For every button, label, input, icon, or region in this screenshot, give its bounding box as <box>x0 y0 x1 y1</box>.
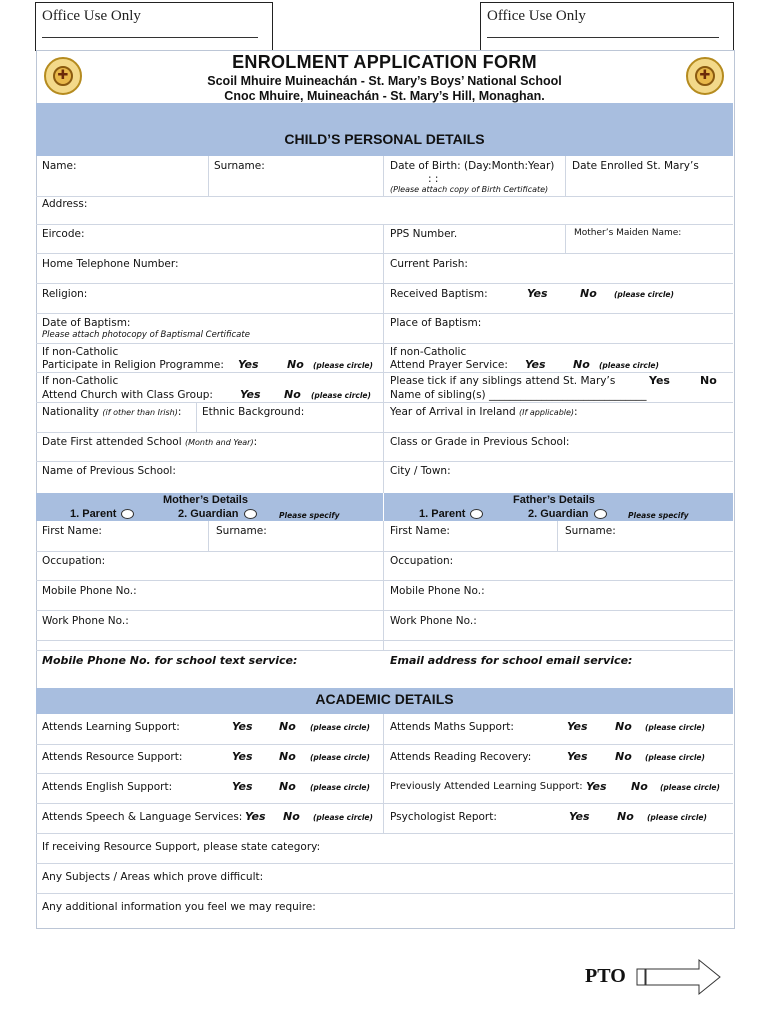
siblings-no-option[interactable]: No <box>700 374 717 387</box>
sibling-names-field[interactable]: Name of sibling(s) ______________________________ <box>390 389 647 401</box>
nationality-note: (if other than Irish) <box>102 408 178 417</box>
please-circle-note: (please circle) <box>313 813 373 822</box>
school-crest-left-icon <box>44 57 82 95</box>
address-field[interactable]: Address: <box>42 198 88 210</box>
text-service-field[interactable]: Mobile Phone No. for school text service: <box>42 654 298 667</box>
row-divider <box>36 893 733 894</box>
baptism-no-option[interactable]: No <box>580 287 597 300</box>
please-specify-note: Please specify <box>279 511 340 520</box>
parent-option-label: 1. Parent <box>70 508 117 520</box>
father-surname-field[interactable]: Surname: <box>565 525 616 537</box>
reading-no-option[interactable]: No <box>615 750 632 763</box>
surname-field[interactable]: Surname: <box>214 160 265 172</box>
difficult-subjects-field[interactable]: Any Subjects / Areas which prove difficult: <box>42 871 264 883</box>
pto-label[interactable]: PTO <box>585 965 626 987</box>
col-divider <box>565 156 566 196</box>
please-circle-note: (please circle) <box>645 723 705 732</box>
row-divider <box>36 551 733 552</box>
siblings-yes-option[interactable]: Yes <box>649 374 670 387</box>
additional-info-field[interactable]: Any additional information you feel we may require: <box>42 901 316 913</box>
prayer-yes-option[interactable]: Yes <box>525 358 546 371</box>
office-use-line[interactable] <box>42 37 258 38</box>
mother-guardian-option[interactable] <box>178 508 257 520</box>
row-divider <box>36 650 733 651</box>
resource-no-option[interactable]: No <box>279 750 296 763</box>
resource-support-label: Attends Resource Support: <box>42 751 183 763</box>
arrival-label: Year of Arrival in Ireland <box>390 406 516 418</box>
guardian-option-label: 2. Guardian <box>528 508 589 520</box>
prev-learning-yes-option[interactable]: Yes <box>586 780 607 793</box>
father-work-phone-field[interactable]: Work Phone No.: <box>390 615 477 627</box>
baptism-place-field[interactable]: Place of Baptism: <box>390 317 482 329</box>
prev-learning-support-label: Previously Attended Learning Support: <box>390 781 583 792</box>
learning-yes-option[interactable]: Yes <box>232 720 253 733</box>
prayer-service-label: Attend Prayer Service: <box>390 359 508 371</box>
mother-work-phone-field[interactable]: Work Phone No.: <box>42 615 129 627</box>
row-divider <box>36 196 733 197</box>
radio-icon[interactable] <box>470 509 483 519</box>
col-divider <box>557 521 558 551</box>
first-attended-note: (Month and Year) <box>184 438 254 447</box>
nationality-colon: : <box>177 406 182 418</box>
row-divider <box>36 313 733 314</box>
row-divider <box>36 744 733 745</box>
please-circle-note: (please circle) <box>599 361 659 370</box>
english-support-label: Attends English Support: <box>42 781 173 793</box>
first-attended-label: Date First attended School <box>42 436 182 448</box>
nationality-field[interactable] <box>42 406 181 418</box>
radio-icon[interactable] <box>594 509 607 519</box>
received-baptism-label: Received Baptism: <box>390 288 488 300</box>
col-divider <box>196 402 197 432</box>
learning-no-option[interactable]: No <box>279 720 296 733</box>
eircode-field[interactable]: Eircode: <box>42 228 85 240</box>
programme-yes-option[interactable]: Yes <box>238 358 259 371</box>
previous-school-field[interactable]: Name of Previous School: <box>42 465 176 477</box>
reading-recovery-label: Attends Reading Recovery: <box>390 751 532 763</box>
row-divider <box>36 833 733 834</box>
speech-yes-option[interactable]: Yes <box>245 810 266 823</box>
nationality-label: Nationality <box>42 406 100 418</box>
form-title: ENROLMENT APPLICATION FORM <box>232 52 537 72</box>
noncatholic-label: If non-Catholic <box>42 375 119 387</box>
row-divider <box>36 580 733 581</box>
siblings-label: Please tick if any siblings attend St. Mary’s <box>390 375 616 387</box>
date-enrolled-field[interactable]: Date Enrolled St. Mary’s <box>572 160 699 172</box>
baptism-yes-option[interactable]: Yes <box>527 287 548 300</box>
noncatholic-label: If non-Catholic <box>42 346 119 358</box>
baptism-note: Please attach photocopy of Baptismal Certificate <box>42 330 250 340</box>
arrival-note: (If applicable) <box>519 408 575 417</box>
mother-occupation-field[interactable]: Occupation: <box>42 555 106 567</box>
father-details-title: Father’s Details <box>513 494 595 506</box>
row-divider <box>36 343 733 344</box>
parent-option-label: 1. Parent <box>419 508 466 520</box>
row-divider <box>36 773 733 774</box>
father-parent-option[interactable] <box>419 508 483 520</box>
col-divider <box>208 521 209 551</box>
please-specify-note: Please specify <box>628 511 689 520</box>
please-circle-note: (please circle) <box>310 723 370 732</box>
row-divider <box>36 432 733 433</box>
psych-yes-option[interactable]: Yes <box>569 810 590 823</box>
row-divider <box>36 863 733 864</box>
baptism-date-field[interactable]: Date of Baptism: <box>42 317 131 329</box>
maiden-name-field[interactable]: Mother’s Maiden Name: <box>574 228 682 238</box>
academic-details-title: ACADEMIC DETAILS <box>315 691 454 707</box>
please-circle-note: (please circle) <box>310 783 370 792</box>
speech-no-option[interactable]: No <box>283 810 300 823</box>
school-crest-right-icon <box>686 57 724 95</box>
mother-details-title: Mother’s Details <box>163 494 248 506</box>
row-divider <box>36 372 733 373</box>
noncatholic-label: If non-Catholic <box>390 346 467 358</box>
father-guardian-option[interactable] <box>528 508 607 520</box>
col-divider <box>383 156 384 196</box>
speech-language-label: Attends Speech & Language Services: <box>42 811 243 823</box>
school-name: Scoil Mhuire Muineachán - St. Mary’s Boys’ National School <box>207 74 562 88</box>
row-divider <box>36 283 733 284</box>
psychologist-report-label: Psychologist Report: <box>390 811 497 823</box>
english-yes-option[interactable]: Yes <box>232 780 253 793</box>
dob-note: (Please attach copy of Birth Certificate) <box>390 185 549 194</box>
home-telephone-field[interactable]: Home Telephone Number: <box>42 258 179 270</box>
please-circle-note: (please circle) <box>614 290 674 299</box>
personal-details-title: CHILD’S PERSONAL DETAILS <box>284 131 485 147</box>
religion-field[interactable]: Religion: <box>42 288 88 300</box>
dob-field[interactable]: Date of Birth: (Day:Month:Year) <box>390 160 555 172</box>
maths-no-option[interactable]: No <box>615 720 632 733</box>
row-divider <box>36 224 733 225</box>
mother-first-name-field[interactable]: First Name: <box>42 525 102 537</box>
radio-icon[interactable] <box>244 509 257 519</box>
class-grade-field[interactable]: Class or Grade in Previous School: <box>390 436 570 448</box>
row-divider <box>36 640 733 641</box>
row-divider <box>36 610 733 611</box>
reading-yes-option[interactable]: Yes <box>567 750 588 763</box>
personal-details-band <box>36 103 733 156</box>
church-no-option[interactable]: No <box>284 388 301 401</box>
please-circle-note: (please circle) <box>310 753 370 762</box>
mother-surname-field[interactable]: Surname: <box>216 525 267 537</box>
arrow-right-icon[interactable] <box>634 958 724 996</box>
col-divider <box>565 224 566 253</box>
first-attended-field[interactable] <box>42 436 257 448</box>
col-divider <box>383 521 384 650</box>
office-use-label: Office Use Only <box>487 8 586 24</box>
resource-category-field[interactable]: If receiving Resource Support, please state category: <box>42 841 321 853</box>
arrival-colon: : <box>574 406 578 418</box>
office-use-box-right <box>480 2 734 51</box>
email-service-field[interactable]: Email address for school email service: <box>390 654 633 667</box>
col-divider <box>383 224 384 493</box>
mother-mobile-field[interactable]: Mobile Phone No.: <box>42 585 137 597</box>
row-divider <box>36 253 733 254</box>
first-attended-colon: : <box>253 436 258 448</box>
row-divider <box>36 402 733 403</box>
pps-field[interactable]: PPS Number. <box>390 228 458 240</box>
psych-no-option[interactable]: No <box>617 810 634 823</box>
church-class-label: Attend Church with Class Group: <box>42 389 213 401</box>
programme-no-option[interactable]: No <box>287 358 304 371</box>
name-field[interactable]: Name: <box>42 160 77 172</box>
mother-parent-option[interactable] <box>70 508 134 520</box>
please-circle-note: (please circle) <box>660 783 720 792</box>
prev-learning-no-option[interactable]: No <box>631 780 648 793</box>
please-circle-note: (please circle) <box>645 753 705 762</box>
form-frame <box>36 50 735 929</box>
father-first-name-field[interactable]: First Name: <box>390 525 450 537</box>
city-town-field[interactable]: City / Town: <box>390 465 451 477</box>
please-circle-note: (please circle) <box>313 361 373 370</box>
please-circle-note: (please circle) <box>311 391 371 400</box>
col-divider <box>383 714 384 833</box>
col-divider <box>208 156 209 196</box>
radio-icon[interactable] <box>121 509 134 519</box>
row-divider <box>36 803 733 804</box>
prayer-no-option[interactable]: No <box>573 358 590 371</box>
arrival-year-field[interactable] <box>390 406 578 418</box>
school-address: Cnoc Mhuire, Muineachán - St. Mary’s Hill, Monaghan. <box>224 89 545 103</box>
office-use-line[interactable] <box>487 37 719 38</box>
religion-programme-label: Participate in Religion Programme: <box>42 359 224 371</box>
maths-support-label: Attends Maths Support: <box>390 721 514 733</box>
academic-details-band <box>36 688 733 714</box>
guardian-option-label: 2. Guardian <box>178 508 239 520</box>
father-mobile-field[interactable]: Mobile Phone No.: <box>390 585 485 597</box>
ethnic-background-field[interactable]: Ethnic Background: <box>202 406 305 418</box>
office-use-box-left <box>35 2 273 51</box>
maths-yes-option[interactable]: Yes <box>567 720 588 733</box>
please-circle-note: (please circle) <box>647 813 707 822</box>
dob-separator: : : <box>428 173 439 185</box>
resource-yes-option[interactable]: Yes <box>232 750 253 763</box>
office-use-label: Office Use Only <box>42 8 141 24</box>
current-parish-field[interactable]: Current Parish: <box>390 258 468 270</box>
father-occupation-field[interactable]: Occupation: <box>390 555 454 567</box>
church-yes-option[interactable]: Yes <box>240 388 261 401</box>
learning-support-label: Attends Learning Support: <box>42 721 180 733</box>
english-no-option[interactable]: No <box>279 780 296 793</box>
row-divider <box>36 461 733 462</box>
